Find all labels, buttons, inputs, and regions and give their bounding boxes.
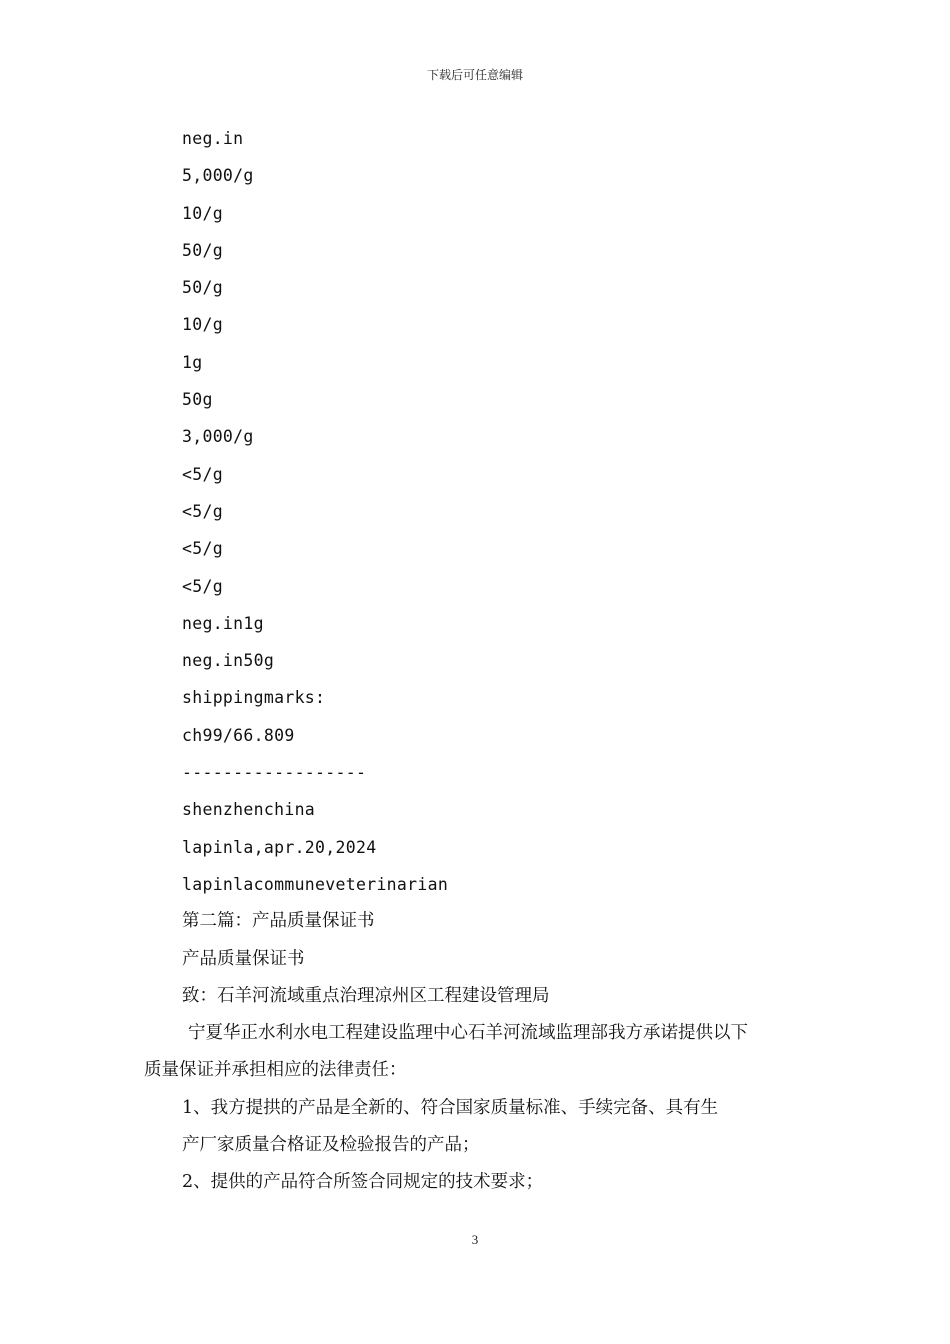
text-line: 50g xyxy=(182,390,213,410)
shipping-marks-value: ch99/66.809 xyxy=(182,725,295,745)
paragraph-line: 宁夏华正水利水电工程建设监理中心石羊河流域监理部我方承诺提供以下 xyxy=(188,1023,748,1044)
document-body xyxy=(144,120,822,1202)
page-number: 3 xyxy=(471,1232,479,1247)
text-line: shenzhenchina xyxy=(182,800,316,820)
paragraph-commitment xyxy=(144,1015,824,1090)
list-item: 2、提供的产品符合所签合同规定的技术要求； xyxy=(182,1172,544,1193)
text-line: neg.in xyxy=(182,129,244,148)
text-line: <5/g xyxy=(182,464,223,484)
text-line: <5/g xyxy=(182,576,223,596)
section-title: 第二篇：产品质量保证书 xyxy=(182,911,375,932)
text-line: neg.in1g xyxy=(182,613,264,633)
text-line: 10/g xyxy=(182,203,223,223)
signatory-line: lapinlacommuneveterinarian xyxy=(182,874,449,894)
text-line: 3,000/g xyxy=(182,427,254,447)
text-line: 10/g xyxy=(182,315,223,335)
list-item-continuation: 产厂家质量合格证及检验报告的产品； xyxy=(182,1135,480,1156)
list-item: 1、我方提拱的产品是全新的、符合国家质量标准、手续完备、具有生 xyxy=(182,1097,719,1118)
paragraph-line: 质量保证并承担相应的法律责任： xyxy=(144,1060,407,1081)
page-header: 下载后可任意编辑 xyxy=(426,68,523,82)
text-line: 1g xyxy=(182,352,203,372)
text-line: neg.in50g xyxy=(182,651,275,671)
separator-line: ------------------ xyxy=(182,763,367,783)
document-title: 产品质量保证书 xyxy=(182,948,305,969)
text-line: <5/g xyxy=(182,501,223,521)
text-line: 50/g xyxy=(182,278,223,298)
date-line: lapinla,apr.20,2024 xyxy=(182,837,377,857)
shipping-marks-label: shippingmarks: xyxy=(182,688,326,708)
addressee-line: 致：石羊河流域重点治理凉州区工程建设管理局 xyxy=(182,985,550,1006)
text-line: 50/g xyxy=(182,240,223,260)
text-line: <5/g xyxy=(182,539,223,559)
text-line: 5,000/g xyxy=(182,166,254,186)
